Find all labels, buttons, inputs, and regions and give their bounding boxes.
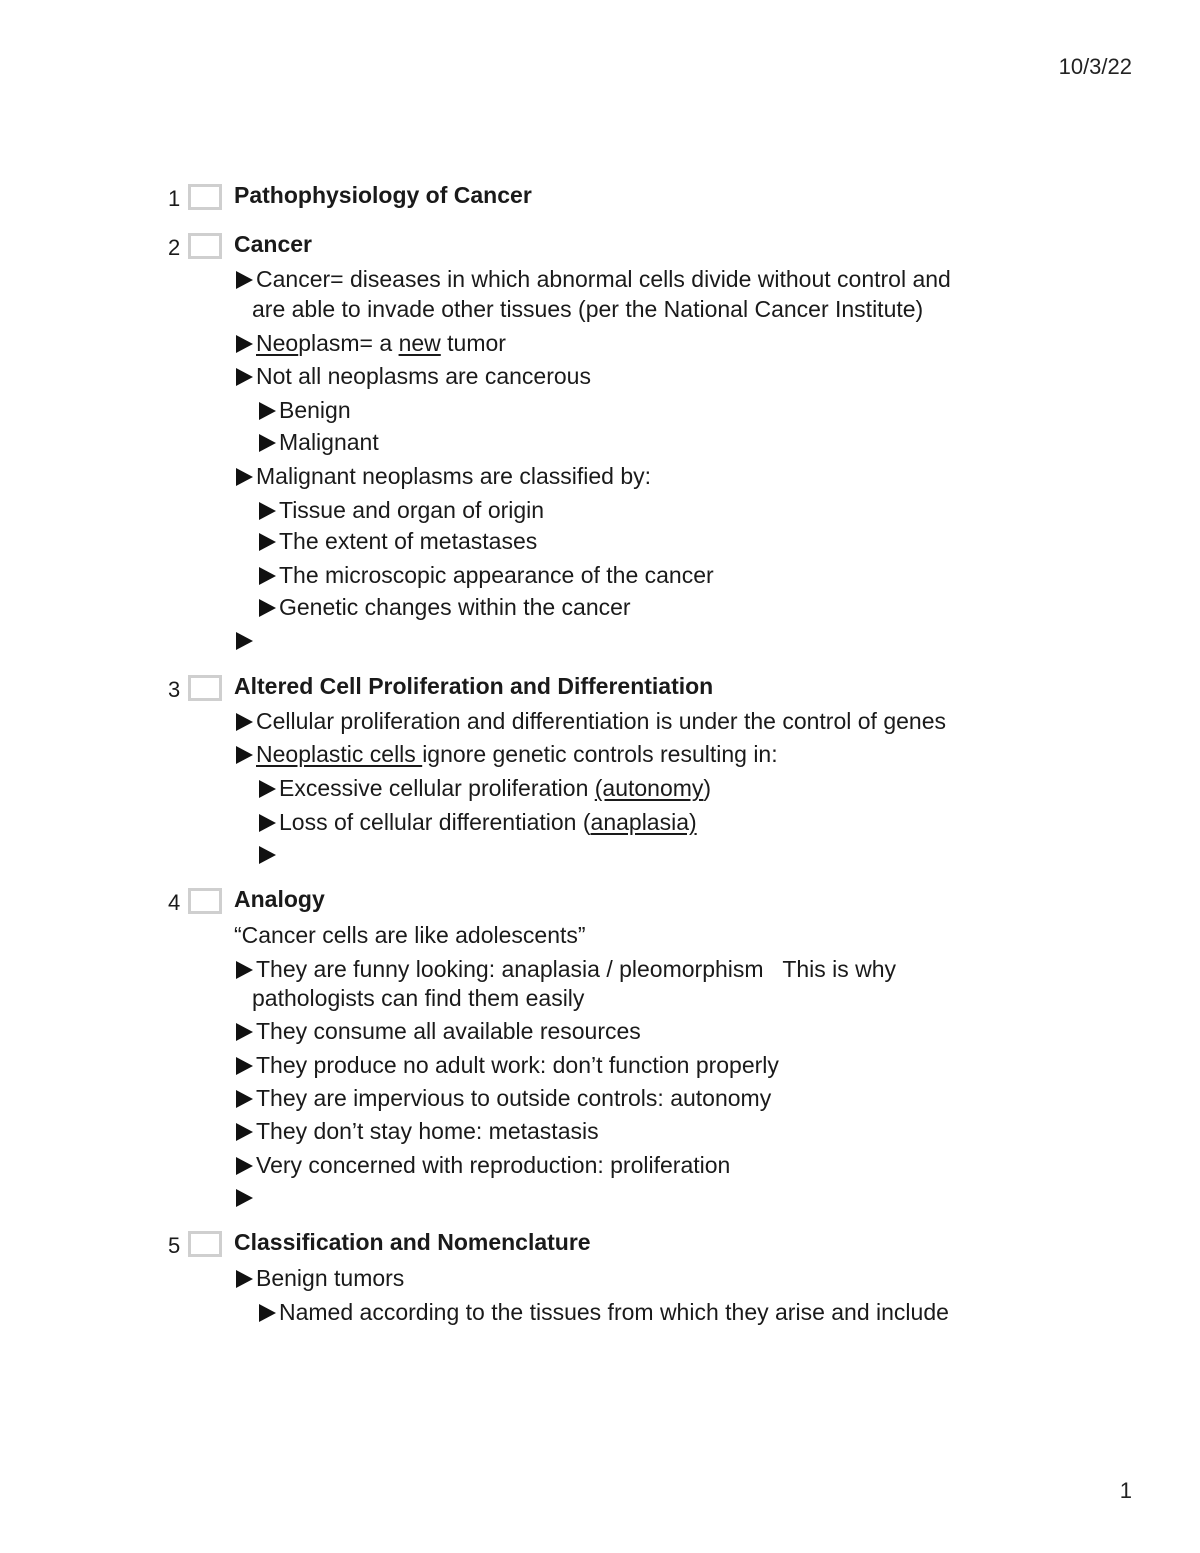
- bullet-arrow-icon: [259, 599, 276, 617]
- bullet-arrow-icon: [236, 746, 253, 764]
- document-date: 10/3/22: [1058, 54, 1132, 79]
- slide-number: 3: [168, 677, 181, 702]
- slide-title: Analogy: [234, 886, 325, 912]
- bullet-arrow-icon: [236, 1189, 253, 1207]
- bullet-arrow-icon: [259, 434, 276, 452]
- bullet-arrow-icon: [236, 632, 253, 650]
- bullet-arrow-icon: [259, 533, 276, 551]
- bullet-item: They are funny looking: anaplasia / pleomorphism This is why: [236, 954, 896, 984]
- bullet-arrow-icon: [236, 271, 253, 289]
- bullet-arrow-icon: [259, 567, 276, 585]
- bullet-item: Neoplasm= a new tumor: [236, 328, 506, 358]
- bullet-arrow-icon: [259, 780, 276, 798]
- bullet-item: Malignant neoplasms are classified by:: [236, 461, 651, 491]
- bullet-item: Not all neoplasms are cancerous: [236, 361, 591, 391]
- quote-text: “Cancer cells are like adolescents”: [234, 922, 586, 948]
- bullet-arrow-icon: [236, 713, 253, 731]
- bullet-item: Neoplastic cells ignore genetic controls resulting in:: [236, 739, 778, 769]
- slide-title: Pathophysiology of Cancer: [234, 182, 532, 208]
- empty-bullet: [236, 625, 256, 655]
- page-number: 1: [1119, 1478, 1132, 1503]
- empty-bullet: [259, 839, 279, 869]
- sub-bullet-item: The extent of metastases: [259, 526, 537, 556]
- bullet-arrow-icon: [259, 814, 276, 832]
- bullet-continuation: pathologists can find them easily: [252, 985, 585, 1011]
- slide-thumbnail-box: [188, 233, 222, 259]
- slide-number: 5: [168, 1233, 181, 1258]
- bullet-item: They produce no adult work: don’t function properly: [236, 1050, 779, 1080]
- slide-thumbnail-box: [188, 1231, 222, 1257]
- bullet-item: They are impervious to outside controls: autonomy: [236, 1083, 771, 1113]
- bullet-arrow-icon: [236, 1123, 253, 1141]
- slide-number: 1: [168, 186, 181, 211]
- sub-bullet-item: Malignant: [259, 427, 379, 457]
- bullet-arrow-icon: [236, 1270, 253, 1288]
- bullet-item: Cancer= diseases in which abnormal cells divide without control and: [236, 264, 951, 294]
- bullet-item: Cellular proliferation and differentiation is under the control of genes: [236, 706, 946, 736]
- bullet-arrow-icon: [259, 502, 276, 520]
- bullet-continuation: are able to invade other tissues (per the National Cancer Institute): [252, 296, 924, 322]
- bullet-arrow-icon: [236, 961, 253, 979]
- slide-title: Altered Cell Proliferation and Differentiation: [234, 673, 714, 699]
- slide-thumbnail-box: [188, 675, 222, 701]
- bullet-arrow-icon: [236, 368, 253, 386]
- empty-bullet: [236, 1182, 256, 1212]
- sub-bullet-item: Named according to the tissues from which they arise and include: [259, 1297, 949, 1327]
- bullet-arrow-icon: [259, 402, 276, 420]
- sub-bullet-item: Tissue and organ of origin: [259, 495, 544, 525]
- sub-bullet-item: Benign: [259, 395, 351, 425]
- bullet-arrow-icon: [236, 1157, 253, 1175]
- sub-bullet-item: Excessive cellular proliferation (autonomy): [259, 773, 711, 803]
- slide-title: Cancer: [234, 231, 312, 257]
- bullet-item: They don’t stay home: metastasis: [236, 1116, 599, 1146]
- bullet-arrow-icon: [236, 1023, 253, 1041]
- bullet-arrow-icon: [236, 468, 253, 486]
- slide-title: Classification and Nomenclature: [234, 1229, 591, 1255]
- bullet-arrow-icon: [236, 335, 253, 353]
- bullet-arrow-icon: [259, 1304, 276, 1322]
- bullet-item: Very concerned with reproduction: proliferation: [236, 1150, 730, 1180]
- bullet-item: They consume all available resources: [236, 1016, 641, 1046]
- slide-thumbnail-box: [188, 184, 222, 210]
- bullet-item: Benign tumors: [236, 1263, 404, 1293]
- sub-bullet-item: Loss of cellular differentiation (anaplasia): [259, 807, 697, 837]
- bullet-arrow-icon: [236, 1090, 253, 1108]
- slide-number: 4: [168, 890, 181, 915]
- sub-bullet-item: The microscopic appearance of the cancer: [259, 560, 714, 590]
- slide-thumbnail-box: [188, 888, 222, 914]
- sub-bullet-item: Genetic changes within the cancer: [259, 592, 631, 622]
- slide-number: 2: [168, 235, 181, 260]
- bullet-arrow-icon: [236, 1057, 253, 1075]
- bullet-arrow-icon: [259, 846, 276, 864]
